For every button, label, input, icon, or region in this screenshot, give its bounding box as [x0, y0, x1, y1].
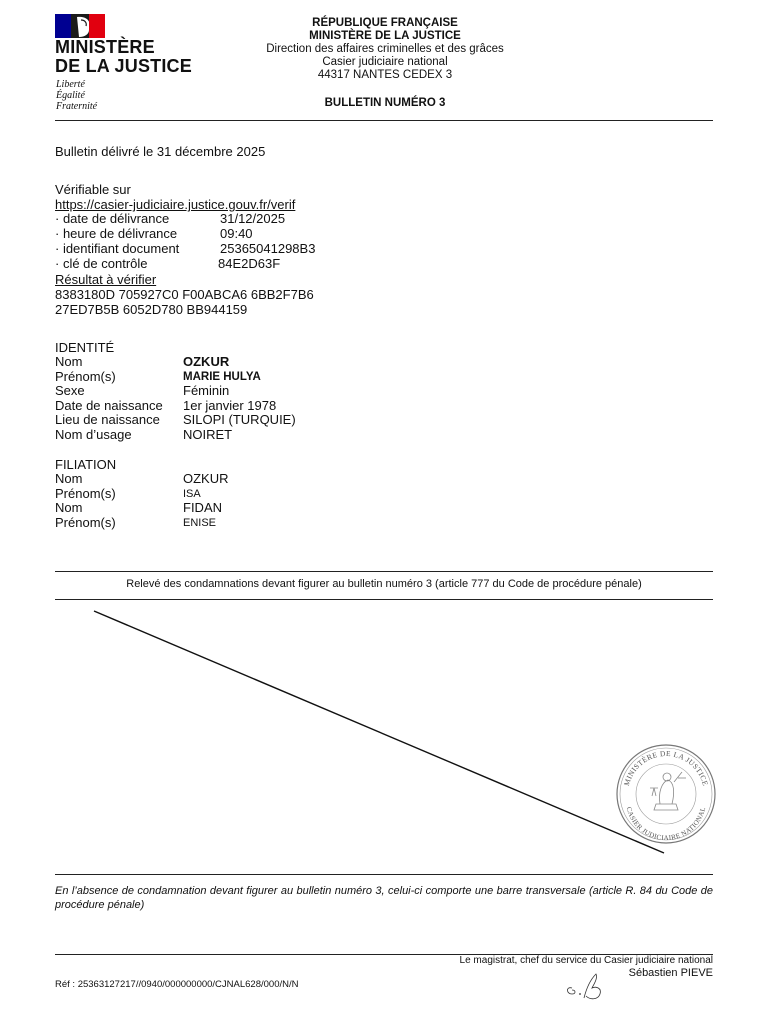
verify-field: · clé de contrôle 84E2D63F — [55, 256, 281, 271]
result-label: Résultat à vérifier — [55, 272, 157, 287]
absence-note: En l’absence de condamnation devant figurer au bulletin numéro 3, celui-ci comporte une barre transversale (article R. 84 du Code de procédure pénale) — [55, 885, 713, 911]
service-label: Casier judiciaire national — [322, 56, 448, 68]
identity-heading: IDENTITÉ — [55, 340, 115, 355]
address-label: 44317 NANTES CEDEX 3 — [317, 69, 453, 81]
signature-scribble-icon — [562, 970, 610, 1004]
filiation-field: Prénom(s) ENISE — [55, 514, 217, 530]
identity-field: Prénom(s) MARIE HULYA — [55, 368, 261, 384]
seal-text-bottom: CASIER JUDICIAIRE NATIONAL — [624, 806, 708, 843]
identity-field: Nom d’usage NOIRET — [55, 427, 233, 442]
identity-field: Sexe Féminin — [55, 383, 230, 399]
republic-label: RÉPUBLIQUE FRANÇAISE — [312, 17, 458, 29]
reference-number: Réf : 25363127217//0940/000000000/CJNAL628/000/N/N — [55, 979, 299, 990]
motto: Liberté Égalité Fraternité — [56, 79, 98, 112]
seal-text-top: MINISTÈRE DE LA JUSTICE — [621, 748, 711, 787]
handwritten-signature — [562, 970, 610, 1009]
transverse-bar-line — [94, 611, 664, 853]
signatory-name: Sébastien PIEVE — [628, 967, 713, 979]
footer-rule — [55, 874, 713, 875]
filiation-heading: FILIATION — [55, 457, 117, 472]
surname-value: OZKUR — [183, 354, 230, 369]
identity-field: Nom OZKUR — [55, 354, 230, 369]
issued-date: Bulletin délivré le 31 décembre 2025 — [55, 144, 266, 159]
result-code-line1: 8383180D 705927C0 F00ABCA6 6BB2F7B6 — [55, 287, 314, 302]
filiation-field: Prénom(s) ISA — [55, 485, 201, 501]
verify-field: · heure de délivrance 09:40 — [55, 226, 253, 241]
ministry-label: MINISTÈRE DE LA JUSTICE — [309, 30, 461, 42]
filiation-field: Nom OZKUR — [55, 471, 229, 486]
seal-stamp-icon — [614, 742, 718, 846]
verify-field: · date de délivrance 31/12/2025 — [55, 211, 286, 226]
identity-field: Date de naissance 1er janvier 1978 — [55, 397, 277, 413]
identity-field: Lieu de naissance SILOPI (TURQUIE) — [55, 412, 296, 428]
convictions-heading: Relevé des condamnations devant figurer au bulletin numéro 3 (article 777 du Code de procédure pénale) — [126, 578, 642, 590]
logo-title-line1: MINISTÈRE — [55, 37, 155, 57]
official-seal — [614, 742, 718, 851]
directorate-label: Direction des affaires criminelles et des grâces — [266, 43, 504, 55]
verify-field: · identifiant document 25365041298B3 — [55, 241, 316, 256]
signatory-title: Le magistrat, chef du service du Casier judiciaire national — [459, 955, 713, 966]
firstname-value: MARIE HULYA — [183, 370, 261, 383]
result-code-line2: 27ED7B5B 6052D780 BB944159 — [55, 302, 248, 317]
verify-heading: Vérifiable sur — [55, 182, 131, 197]
verify-link[interactable]: https://casier-judiciaire.justice.gouv.fr/verif — [55, 197, 296, 212]
logo-title-line2: DE LA JUSTICE — [55, 56, 192, 76]
bulletin-title: BULLETIN NUMÉRO 3 — [324, 97, 446, 109]
filiation-field: Nom FIDAN — [55, 500, 222, 516]
